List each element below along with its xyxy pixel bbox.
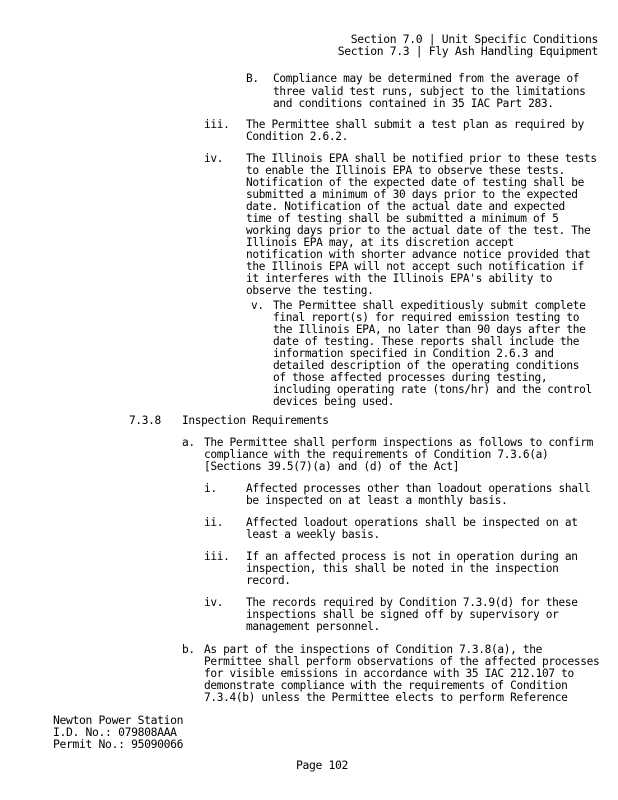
- text-line: final report(s) for required emission testing to: [273, 310, 580, 324]
- text-line: Condition 2.6.2.: [246, 129, 349, 143]
- text-line: [Sections 39.5(7)(a) and (d) of the Act]: [204, 459, 460, 473]
- text-line: Illinois EPA may, at its discretion accept: [246, 235, 514, 249]
- text-line: The Illinois EPA shall be notified prior to these tests: [246, 151, 597, 165]
- text-line: Affected loadout operations shall be inspected on at: [246, 515, 578, 529]
- text-line: date. Notification of the actual date and expected: [246, 199, 565, 213]
- text-line: detailed description of the operating conditions: [273, 358, 580, 372]
- text-line: The Permittee shall perform inspections as follows to confirm: [204, 435, 594, 449]
- text-line: the Illinois EPA will not accept such notification if: [246, 259, 585, 273]
- text-line: Permittee shall perform observations of the affected processes: [204, 654, 600, 668]
- text-line: compliance with the requirements of Condition 7.3.6(a): [204, 447, 549, 461]
- text-line: Affected processes other than loadout operations shall: [246, 481, 591, 495]
- text-line: devices being used.: [273, 394, 395, 408]
- text-line: of those affected processes during testing,: [273, 370, 548, 384]
- item-label: iii.: [204, 549, 230, 563]
- section-number: 7.3.8: [129, 413, 161, 427]
- text-line: including operating rate (tons/hr) and the control: [273, 382, 592, 396]
- text-line: for visible emissions in accordance with 35 IAC 212.107 to: [204, 666, 574, 680]
- text-line: inspections shall be signed off by supervisory or: [246, 607, 559, 621]
- text-line: If an affected process is not in operation during an: [246, 549, 578, 563]
- item-label: i.: [204, 481, 217, 495]
- text-line: The Permittee shall expeditiously submit complete: [273, 298, 586, 312]
- text-line: time of testing shall be submitted a minimum of 5: [246, 211, 559, 225]
- item-label: iv.: [204, 595, 224, 609]
- item-label: ii.: [204, 515, 224, 529]
- text-line: information specified in Condition 2.6.3 and: [273, 346, 554, 360]
- text-line: inspection, this shall be noted in the inspection: [246, 561, 559, 575]
- text-line: and conditions contained in 35 IAC Part 283.: [273, 96, 554, 110]
- text-line: 7.3.4(b) unless the Permittee elects to perform Reference: [204, 690, 568, 704]
- section-header-line-1: Section 7.0 | Unit Specific Conditions: [350, 32, 598, 46]
- section-heading: Inspection Requirements: [182, 413, 329, 427]
- item-label: B.: [246, 71, 259, 85]
- text-line: record.: [246, 573, 291, 587]
- footer-id-number: I.D. No.: 079808AAA: [53, 725, 177, 739]
- text-line: the Illinois EPA, no later than 90 days after the: [273, 322, 586, 336]
- item-label: a.: [182, 435, 195, 449]
- text-line: it interferes with the Illinois EPA's ability to: [246, 271, 553, 285]
- section-header-line-2: Section 7.3 | Fly Ash Handling Equipment: [337, 44, 598, 58]
- text-line: Notification of the expected date of testing shall be: [246, 175, 585, 189]
- item-label: v.: [251, 298, 264, 312]
- text-line: observe the testing.: [246, 283, 374, 297]
- item-label: iv.: [204, 151, 224, 165]
- text-line: least a weekly basis.: [246, 527, 380, 541]
- item-label: iii.: [204, 117, 230, 131]
- text-line: management personnel.: [246, 619, 380, 633]
- text-line: working days prior to the actual date of the test. The: [246, 223, 591, 237]
- text-line: As part of the inspections of Condition 7.3.8(a), the: [204, 642, 543, 656]
- text-line: date of testing. These reports shall include the: [273, 334, 580, 348]
- page-number: Page 102: [296, 758, 349, 772]
- text-line: demonstrate compliance with the requirements of Condition: [204, 678, 568, 692]
- text-line: The Permittee shall submit a test plan as required by: [246, 117, 585, 131]
- text-line: to enable the Illinois EPA to observe these tests.: [246, 163, 565, 177]
- text-line: be inspected on at least a monthly basis.: [246, 493, 508, 507]
- text-line: The records required by Condition 7.3.9(d) for these: [246, 595, 578, 609]
- text-line: submitted a minimum of 30 days prior to the expected: [246, 187, 578, 201]
- item-label: b.: [182, 642, 195, 656]
- footer-station-name: Newton Power Station: [53, 713, 184, 727]
- text-line: Compliance may be determined from the average of: [273, 71, 580, 85]
- footer-permit-number: Permit No.: 95090066: [53, 737, 184, 751]
- text-line: notification with shorter advance notice provided that: [246, 247, 591, 261]
- text-line: three valid test runs, subject to the limitations: [273, 84, 586, 98]
